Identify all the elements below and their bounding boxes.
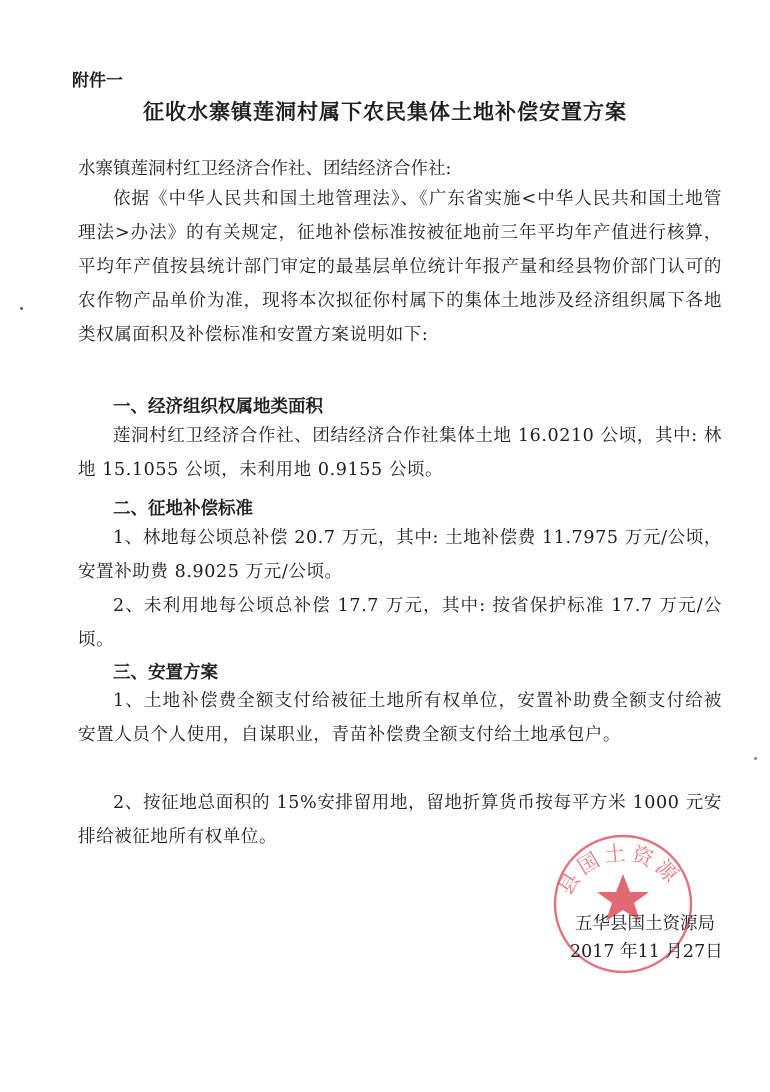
section-2-paragraph-1: 1、林地每公顷总补偿 20.7 万元，其中: 土地补偿费 11.7975 万元/公顷，安置补助费 8.9025 万元/公顷。 [78,528,722,582]
scan-speck [754,757,757,760]
intro-paragraph: 依据《中华人民共和国土地管理法》、《广东省实施<中华人民共和国土地管理法>办法》的有关规定，征地补偿标准按被征地前三年平均年产值进行核算，平均年产值按县统计部门审定的最基层单位统计年报产量和经县物价部门认可的农作物产品单价为准，现将本次拟征你村属下的集体土地涉及经济组织属下各地类权属面积及补偿标准和安置方案说明如下: [78,189,722,345]
section-heading-1: 一、经济组织权属地类面积 [113,397,323,417]
issue-date: 2017 年11 月27日 [570,942,723,962]
issuing-authority: 五华县国土资源局 [575,914,715,934]
section-heading-2: 二、征地补偿标准 [113,499,253,519]
section-2-paragraph-2: 2、未利用地每公顷总补偿 17.7 万元，其中: 按省保护标准 17.7 万元/公顷。 [78,596,722,650]
section-3-paragraph-1: 1、土地补偿费全额支付给被征土地所有权单位，安置补助费全额支付给被安置人员个人使用，自谋职业，青苗补偿费全额支付给土地承包户。 [78,691,722,745]
attachment-label: 附件一 [72,71,123,91]
scan-speck [20,307,23,310]
section-1-paragraph-1: 莲洞村红卫经济合作社、团结经济合作社集体土地 16.0210 公顷，其中: 林地 15.1055 公顷，未利用地 0.9155 公顷。 [78,426,722,480]
seal-text: 县国土资源 [553,840,686,900]
salutation: 水寨镇莲洞村红卫经济合作社、团结经济合作社: [78,159,452,179]
document-title: 征收水寨镇莲洞村属下农民集体土地补偿安置方案 [143,100,627,124]
section-heading-3: 三、安置方案 [113,663,218,683]
section-3-paragraph-2: 2、按征地总面积的 15%安排留用地，留地折算货币按每平方米 1000 元安排给被征地所有权单位。 [78,793,722,847]
